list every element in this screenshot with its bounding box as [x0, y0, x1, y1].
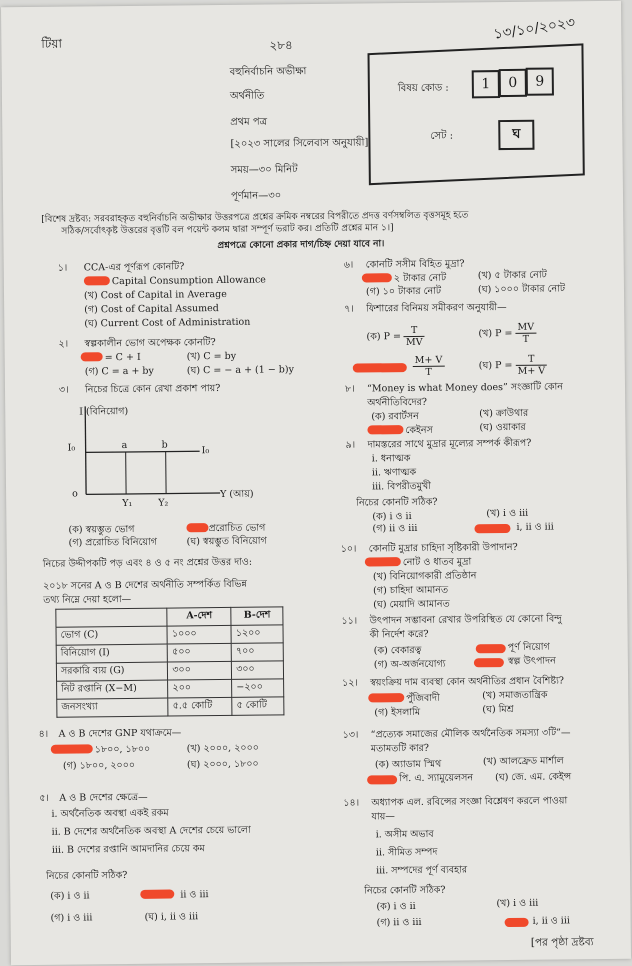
fraction-denominator: T — [425, 366, 432, 378]
exam-sheet — [1, 1, 631, 965]
answer-mark — [362, 273, 392, 282]
table-header-cell — [56, 608, 168, 627]
answer-mark — [474, 658, 504, 667]
q3-number: ৩। — [58, 384, 69, 396]
q2-number: ২। — [58, 338, 69, 350]
graph-y-axis-label: I (বিনিয়োগ) — [79, 405, 129, 418]
table-cell: ৫.৫ কোটি — [168, 697, 232, 716]
q13-option-b: (খ) আলফ্রেড মার্শাল — [482, 755, 564, 768]
q5-option-c: (গ) i ও iii — [50, 912, 93, 924]
q12-option-b: (খ) সমাজতান্ত্রিক — [482, 689, 548, 702]
q12-option-a: পুঁজিবাদী — [406, 692, 440, 705]
graph-io-line — [86, 451, 200, 452]
q2-option-a: = C + I — [104, 351, 141, 364]
q11-option-d: স্বল্প উৎপাদন — [507, 655, 556, 668]
graph-i0-right: I₀ — [201, 445, 210, 457]
code-box-frame — [368, 43, 585, 185]
q2-option-b: (খ) C = by — [186, 350, 237, 363]
table-cell: ভোগ (C) — [56, 626, 168, 645]
q5-option-a: (ক) i ও ii — [50, 890, 90, 902]
q7-option-d — [479, 354, 548, 378]
q6-option-c: (গ) ১০ টাকার নোট — [365, 285, 442, 298]
subject-name: অর্থনীতি — [229, 90, 265, 102]
q7-option-c — [413, 355, 445, 378]
q3-option-a: (ক) স্বয়ম্ভুত ভোগ — [68, 523, 135, 536]
paper-name: প্রথম পত্র — [230, 116, 268, 128]
table-cell: ১২০০ — [231, 625, 283, 644]
table-row — [56, 643, 283, 663]
q7-option-c-fraction — [413, 355, 445, 378]
q10-number: ১০। — [340, 543, 357, 555]
q3-option-d: (ঘ) স্বয়ম্ভুত বিনিয়োগ — [186, 535, 267, 548]
q9-option-d: i, ii ও iii — [516, 521, 554, 533]
set-value: ঘ — [498, 120, 534, 150]
answer-mark — [367, 425, 403, 434]
q13-text-2: মতামতটি কার? — [370, 742, 430, 755]
q1-option-d: (ঘ) Current Cost of Administration — [84, 316, 251, 330]
subject-code-digit-3: 9 — [526, 67, 554, 95]
q11-option-c: (গ) অ-অর্জনযোগ্য — [373, 658, 446, 671]
q6-option-d: (ঘ) ১০০০ টাকার নোট — [477, 283, 566, 296]
q14-statement-iii: iii. সম্পদের পূর্ণ ব্যবহার — [376, 864, 468, 877]
answer-mark — [186, 523, 208, 532]
left-tag: টিয়া — [41, 36, 62, 51]
fraction-numerator: T — [404, 325, 425, 337]
q12-option-d: (ঘ) মিশ্র — [482, 703, 514, 716]
q9-text: দামস্তরের সাথে মুদ্রার মূল্যের সম্পর্ক কীরূপ? — [367, 437, 532, 451]
country-data-table — [55, 606, 284, 717]
q8-option-d: (ঘ) ওয়াকার — [479, 421, 526, 434]
q8-number: ৮। — [344, 383, 355, 395]
q14-prompt: নিচের কোনটি সঠিক? — [364, 884, 446, 897]
q14-text-2: যায়— — [371, 811, 395, 823]
table-cell: সরকারি ব্যয় (G) — [56, 662, 168, 681]
q8-option-b: (খ) ক্রাউথার — [479, 407, 529, 420]
fraction-numerator: M+ V — [413, 355, 445, 367]
graph-y1-label: Y₁ — [122, 497, 133, 510]
fraction-denominator: T — [522, 333, 530, 345]
answer-mark — [474, 524, 510, 533]
stimulus-intro: নিচের উদ্দীপকটি পড় এবং ৪ ও ৫ নং প্রশ্নের উত্তর দাও: — [42, 556, 253, 570]
q11-text: উৎপাদন সম্ভাবনা রেখার উপরিস্থিত যে কোনো বিন্দু — [369, 613, 562, 627]
answer-mark — [51, 744, 93, 753]
answer-mark — [505, 918, 529, 927]
q14-option-d: i, ii ও iii — [532, 915, 570, 927]
q4-option-c: (গ) ১৮০০, ২০০০ — [62, 759, 136, 772]
q8-text: “Money is what Money does” সংজ্ঞাটি কোন — [366, 381, 563, 395]
table-cell: বিনিয়োগ (I) — [56, 644, 168, 663]
graph-origin: o — [72, 488, 78, 500]
q9-option-b: (খ) i ও iii — [486, 507, 529, 520]
stimulus-line-2: তথ্য নিম্নে দেয়া হলো— — [43, 593, 132, 606]
q1-number: ১। — [57, 262, 68, 274]
q14-option-a: (ক) i ও ii — [376, 900, 416, 913]
table-cell: −২০০ — [232, 679, 284, 698]
q7-option-d-fraction — [515, 354, 547, 377]
q14-number: ১৪। — [343, 797, 360, 809]
q9-option-a: (ক) i ও ii — [372, 511, 412, 523]
q6-text: কোনটি সসীম বিহিত মুদ্রা? — [365, 258, 465, 271]
q7-number: ৭। — [344, 303, 354, 315]
table-cell: নিট রপ্তানি (X−M) — [57, 680, 169, 699]
q4-option-b: (খ) ২০০০, ২০০০ — [186, 742, 259, 755]
graph-y-axis — [85, 406, 86, 494]
q7-option-b-fraction — [515, 322, 536, 345]
syllabus-note: [২০২৩ সালের সিলেবাস অনুযায়ী] — [230, 137, 369, 150]
table-cell: ৩০০ — [232, 661, 284, 680]
subject-code-digit-2: 0 — [499, 69, 527, 97]
table-cell: ৫০০ — [168, 643, 232, 662]
fraction-numerator: T — [515, 354, 547, 366]
q5-text: A ও B দেশের ক্ষেত্রে— — [59, 791, 148, 804]
subject-code-digit-1: 1 — [472, 70, 500, 98]
q4-option-d: (ঘ) ২০০০, ১৮০০ — [186, 758, 259, 771]
q4-number: ৪। — [38, 728, 49, 740]
q10-option-d: (ঘ) মেয়াদি আমানত — [373, 598, 450, 611]
table-cell: ৫ কোটি — [232, 697, 284, 716]
q10-option-a: নোট ও ধাতব মুদ্রা — [402, 556, 472, 569]
q6-option-a: ২ টাকার নোট — [393, 272, 447, 285]
q3-text: নিচের চিত্রে কোন রেখা প্রকাশ পায়? — [84, 382, 221, 396]
q13-option-a: (ক) অ্যাডাম স্মিথ — [374, 758, 442, 771]
graph-point-b: b — [161, 439, 168, 451]
q14-text: অধ্যাপক এল. রবিন্সের সংজ্ঞা বিশ্লেষণ করলে পাওয়া — [371, 795, 568, 809]
q2-option-c: (গ) C = a + by — [84, 365, 154, 378]
q5-prompt: নিচের কোনটি সঠিক? — [46, 869, 128, 882]
table-row — [56, 625, 283, 645]
q1-option-c: (গ) Cost of Capital Assumed — [84, 303, 219, 316]
full-marks: পূর্ণমান—৩০ — [230, 190, 282, 202]
table-header-row — [56, 607, 283, 627]
graph-y2-label: Y₂ — [158, 497, 169, 509]
q1-text: CCA-এর পূর্ণরূপ কোনটি? — [83, 261, 185, 274]
q1-option-b: (খ) Cost of Capital in Average — [83, 288, 227, 302]
q10-option-c: (গ) চাহিদা আমানত — [373, 584, 449, 597]
q5-option-d: (ঘ) i, ii ও iii — [144, 911, 199, 923]
q7-text: ফিশারের বিনিময় সমীকরণ অনুযায়ী— — [366, 301, 507, 315]
q5-number: ৫। — [39, 792, 49, 804]
q10-text: কোনটি মুদ্রার চাহিদা সৃষ্টিকারী উপাদান? — [368, 541, 518, 555]
table-row — [57, 697, 284, 717]
q2-text: স্বল্পকালীন ভোগ অপেক্ষক কোনটি? — [84, 337, 216, 350]
table-cell: ৭০০ — [231, 643, 283, 662]
q3-option-c: (গ) প্ররোচিত বিনিয়োগ — [68, 536, 157, 549]
q5-option-b: ii ও iii — [180, 889, 209, 901]
q8-option-a: (ক) রবার্টসন — [371, 410, 419, 423]
table-cell: ১০০০ — [167, 625, 231, 644]
graph-x-axis-label: Y (আয়) — [220, 488, 254, 501]
q11-number: ১১। — [341, 615, 358, 627]
q7-option-a — [366, 325, 424, 349]
instruction-line-2: সঠিক/সর্বোৎকৃষ্ট উত্তরের বৃত্তটি বল পয়েন্ট কলম দ্বারা সম্পূর্ণ ভরাট কর। প্রতিটি প্রশ্নের মান ১।] — [61, 223, 394, 237]
q5-statement-ii: ii. B দেশের অর্থনৈতিক অবস্থা A দেশের চেয়ে ভালো — [51, 824, 251, 838]
instruction-line-1: [বিশেষ দ্রষ্টব্য: সরবরাহকৃত বহুনির্বাচনি অভীক্ষার উত্তরপত্রে প্রশ্নের ক্রমিক নম্বরের বিপরীতে প্রদত্ত বর্ণসম্বলিত বৃত্তসমূহ হতে — [41, 210, 469, 225]
answer-mark — [368, 693, 404, 702]
handwritten-date: ১৩/১০/২০২৩ — [492, 14, 577, 43]
q1-option-a: Capital Consumption Allowance — [111, 274, 266, 288]
answer-mark — [365, 557, 401, 566]
q7-option-b — [478, 322, 536, 346]
answer-mark — [367, 775, 397, 784]
q9-statement-i: i. ধনাত্মক — [371, 453, 411, 465]
time-limit: সময়—৩০ মিনিট — [230, 164, 298, 176]
answer-mark — [476, 644, 506, 653]
table-cell: ২০০ — [168, 679, 232, 698]
q7-option-b-label: (খ) P = — [478, 327, 513, 340]
q11-text-2: কী নির্দেশ করে? — [369, 628, 429, 641]
q8-option-c: কেইনস — [405, 424, 433, 437]
answer-mark — [140, 890, 174, 899]
q6-number: ৬। — [343, 259, 354, 271]
answer-mark — [353, 363, 407, 373]
q8-text-2: অর্থনীতিবিদের? — [367, 396, 427, 409]
q2-option-d: (ঘ) C = − a + (1 − b)y — [186, 364, 294, 377]
q12-number: ১২। — [342, 677, 358, 689]
stimulus-line-1: ২০১৮ সনের A ও B দেশের অর্থনীতি সম্পর্কিত বিভিন্ন — [43, 578, 247, 592]
q14-statement-i: i. অসীম অভাব — [375, 828, 434, 841]
instruction-line-3: প্রশ্নপত্রে কোনো প্রকার দাগ/চিহ্ন দেয়া যাবে না। — [217, 239, 385, 252]
answer-mark — [81, 352, 103, 361]
q13-number: ১৩। — [342, 729, 359, 741]
answer-mark — [84, 276, 110, 285]
q12-option-c: (গ) ইসলামি — [374, 706, 421, 719]
table-row — [57, 679, 284, 699]
q9-statement-ii: ii. ঋণাত্মক — [371, 466, 417, 479]
q7-option-d-label: (ঘ) P = — [478, 359, 513, 372]
q7-option-a-fraction — [404, 325, 425, 348]
q9-prompt: নিচের কোনটি সঠিক? — [356, 496, 438, 509]
fraction-denominator: M+ V — [517, 365, 546, 377]
q5-statement-i: i. অর্থনৈতিক অবস্থা একই রকম — [51, 807, 169, 820]
fraction-numerator: MV — [515, 322, 536, 334]
set-label: সেট : — [430, 130, 454, 142]
q7-option-a-label: (ক) P = — [366, 331, 401, 343]
q13-option-d: (ঘ) জে. এম. কেইন্স — [495, 771, 572, 784]
q14-option-c: (গ) ii ও iii — [376, 916, 422, 929]
q13-text: “প্রত্যেক সমাজের মৌলিক অর্থনৈতিক সমস্যা ৩টি”— — [370, 727, 571, 741]
exam-type: বহুনির্বাচনি অভীক্ষা — [229, 66, 307, 78]
subject-code-label: বিষয় কোড : — [397, 82, 449, 95]
q9-option-c: (গ) ii ও iii — [372, 522, 418, 535]
q10-option-b: (খ) বিনিয়োগকারী প্রতিষ্ঠান — [372, 570, 477, 583]
investment-graph — [49, 400, 290, 515]
q9-statement-iii: iii. বিপরীতমুখী — [371, 480, 432, 493]
q4-option-a: ১৮০০, ১৮০০ — [94, 743, 151, 756]
table-header-cell: B-দেশ — [231, 607, 283, 626]
page-number: ২৮৪ — [269, 38, 293, 53]
graph-x-axis — [86, 493, 220, 494]
fraction-denominator: MV — [405, 336, 423, 349]
next-page-note: [পর পৃষ্ঠা দ্রষ্টব্য — [530, 936, 594, 949]
q9-number: ৯। — [345, 439, 356, 451]
q3-option-b: প্ররোচিত ভোগ — [208, 522, 266, 535]
q14-statement-ii: ii. সীমিত সম্পদ — [375, 846, 438, 859]
graph-i0-left: I₀ — [67, 442, 76, 454]
q6-option-b: (খ) ৫ টাকার নোট — [477, 269, 547, 282]
table-cell: ৩০০ — [168, 661, 232, 680]
q12-text: স্বয়ংক্রিয় দাম ব্যবস্থা কোন অর্থনীতির প্রধান বৈশিষ্ট্য? — [370, 675, 565, 689]
q13-option-c: পি. এ. স্যামুয়েলসন — [399, 772, 474, 785]
q4-text: A ও B দেশের GNP যথাক্রমে— — [58, 727, 182, 740]
q5-statement-iii: iii. B দেশের রপ্তানি আমদানির চেয়ে কম — [51, 843, 205, 856]
graph-point-a: a — [121, 439, 128, 452]
table-row — [56, 661, 283, 681]
table-header-cell: A-দেশ — [167, 607, 231, 626]
q11-option-a: (ক) বেকারত্ব — [373, 644, 422, 657]
table-cell: জনসংখ্যা — [57, 698, 169, 717]
q11-option-b: পূর্ণ নিয়োগ — [507, 641, 550, 654]
q14-option-b: (খ) i ও iii — [496, 897, 539, 910]
